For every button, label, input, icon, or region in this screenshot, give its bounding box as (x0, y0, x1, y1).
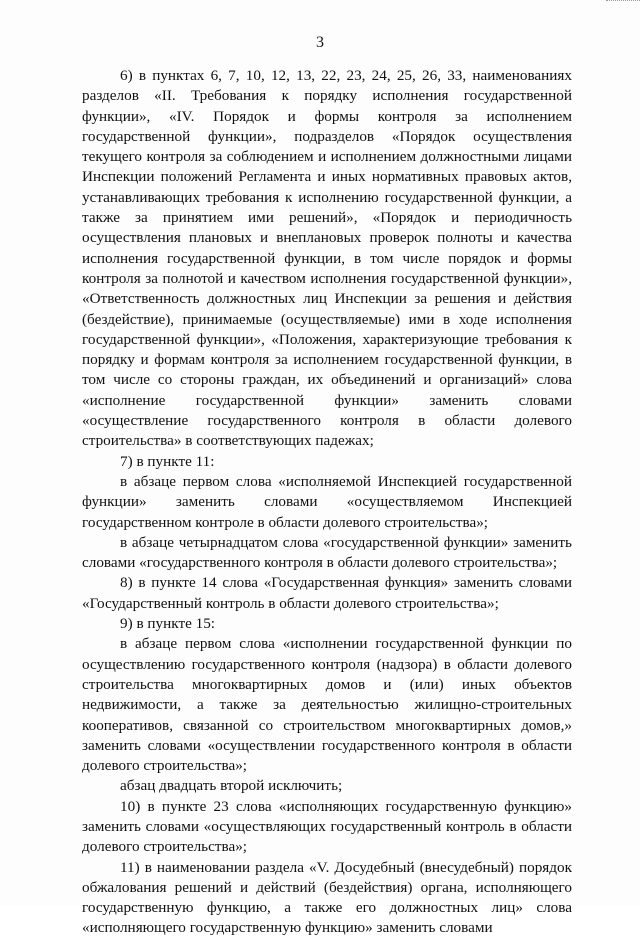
paragraph-item-10: 10) в пункте 23 слова «исполняющих государственную функцию» заменить словами «осуществляющих государственный контроль в области долевого строительства»; (82, 797, 572, 856)
paragraph-item-9-abzac-22: абзац двадцать второй исключить; (120, 777, 343, 795)
paragraph-item-11: 11) в наименовании раздела «V. Досудебный (внесудебный) порядок обжалования решений и действий (бездействия) органа, исполняющего государственную функцию, а также его должностных лиц» слова «исполняющего государственную функцию» заменить словами (82, 858, 572, 937)
paragraph-item-7: 7) в пункте 11: (120, 452, 215, 470)
scan-edge-mark (606, 0, 640, 5)
paragraph-item-9: 9) в пункте 15: (120, 615, 216, 633)
document-body (82, 66, 572, 939)
paragraph-item-9-abzac-1: в абзаце первом слова «исполнении государственной функции по осуществлению государственного контроля (надзора) в области долевого строительства многоквартирных домов и (или) иных объектов недвижимости, а также за деятельностью жилищно-строительных кооперативов, связанной со строительством многоквартирных домов,» заменить словами «осуществлении государственного контроля в области долевого строительства»; (82, 635, 572, 775)
paragraph-item-8: 8) в пункте 14 слова «Государственная функция» заменить словами «Государственный контроль в области долевого строительства»; (82, 574, 572, 612)
paragraph-item-6: 6) в пунктах 6, 7, 10, 12, 13, 22, 23, 24, 25, 26, 33, наименованиях разделов «II. Требования к порядку исполнения государственной функции», «IV. Порядок и формы контроля за исполнением государственной функции», подразделов «Порядок осуществления текущего контроля за соблюдением и исполнением должностными лицами Инспекции положений Регламента и иных нормативных правовых актов, устанавливающих требования к исполнению государственной функции, а также за принятием ими решений», «Порядок и периодичность осуществления плановых и внеплановых проверок полноты и качества исполнения государственной функции, в том числе порядок и формы контроля за полнотой и качеством исполнения государственной функции», «Ответственность должностных лиц Инспекции за решения и действия (бездействие), принимаемые (осуществляемые) ими в ходе исполнения государственной функции», «Положения, характеризующие требования к порядку и формам контроля за исполнением государственной функции, в том числе со стороны граждан, их объединений и организаций» слова «исполнение государственной функции» заменить словами «осуществление государственного контроля в области долевого строительства» в соответствующих падежах; (82, 67, 572, 450)
page-number: 3 (316, 34, 324, 51)
paragraph-item-7-abzac-1: в абзаце первом слова «исполняемой Инспекцией государственной функции» заменить словами «осуществляемом Инспекцией государственном контроле в области долевого строительства»; (82, 472, 572, 531)
paragraph-item-7-abzac-14: в абзаце четырнадцатом слова «государственной функции» заменить словами «государственного контроля в области долевого строительства»; (82, 533, 572, 572)
